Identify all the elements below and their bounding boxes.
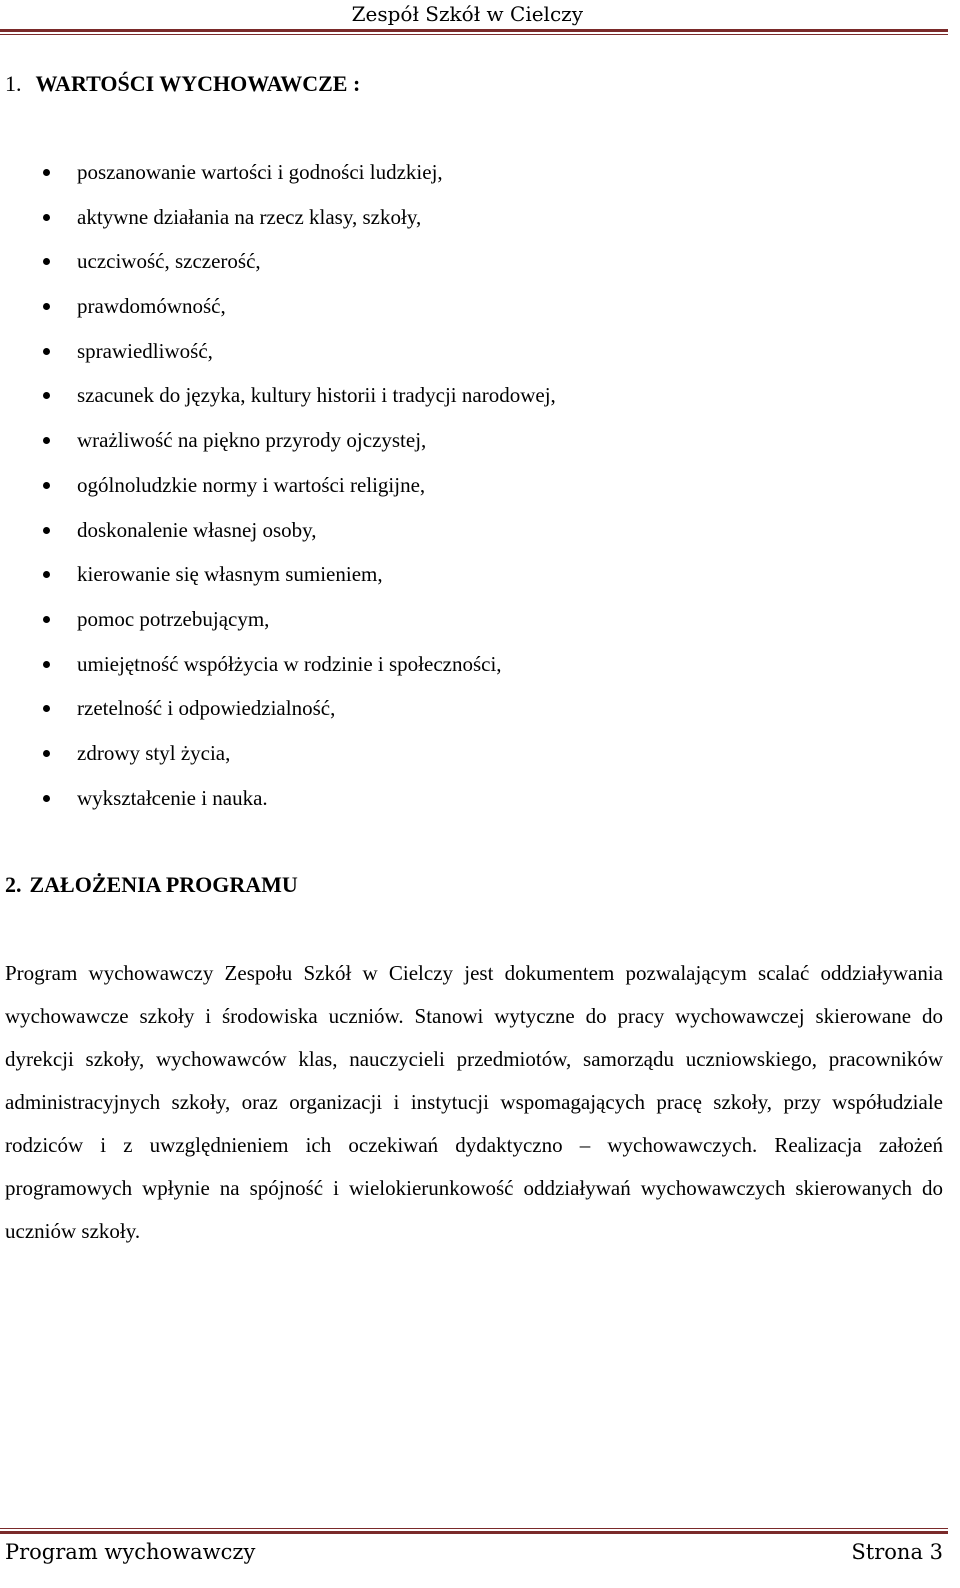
list-item-text: zdrowy styl życia,: [77, 740, 231, 765]
bullet-icon: [43, 214, 50, 221]
bullet-icon: [43, 169, 50, 176]
list-item-text: pomoc potrzebującym,: [77, 606, 270, 631]
list-item-text: ogólnoludzkie normy i wartości religijne,: [77, 472, 426, 497]
header-rule-thick: [0, 29, 948, 32]
list-item-text: prawdomówność,: [77, 294, 226, 319]
bullet-icon: [43, 527, 50, 534]
body-paragraph: Program wychowawczy Zespołu Szkół w Cielczy jest dokumentem pozwalającym scalać oddziaływania wychowawcze szkoły i środowiska uczniów. Stanowi wytyczne do pracy wychowawczej skierowane do dyrekcji szkoły, wychowawców klas, nauczycieli przedmiotów, samorządu uczniowskiego, pracowników administracyjnych szkoły, oraz organizacji i instytucji wspomagających pracę szkoły, przy współudziale rodziców i z uwzględnieniem ich oczekiwań dydaktyczno – wychowawczych. Realizacja założeń programowych wpłynie na spójność i wielokierunkowość oddziaływań wychowawczych skierowanych do uczniów szkoły.: [5, 961, 943, 1243]
header-rule-thin: [0, 34, 948, 35]
section-heading-values: [5, 70, 360, 98]
list-item-text: uczciwość, szczerość,: [77, 249, 261, 274]
list-item-text: sprawiedliwość,: [77, 338, 213, 363]
bullet-icon: [43, 750, 50, 757]
bullet-icon: [43, 571, 50, 578]
list-item-text: wykształcenie i nauka.: [77, 785, 268, 810]
list-item-text: rzetelność i odpowiedzialność,: [77, 696, 336, 721]
header-title: Zespół Szkół w Cielczy: [351, 2, 583, 26]
list-item-text: aktywne działania na rzecz klasy, szkoły,: [77, 204, 422, 229]
list-item-text: umiejętność współżycia w rodzinie i społeczności,: [77, 651, 502, 676]
section-number: 2.: [5, 872, 22, 897]
bullet-icon: [43, 705, 50, 712]
list-item-text: doskonalenie własnej osoby,: [77, 517, 317, 542]
bullet-icon: [43, 437, 50, 444]
section-heading-assumptions: [5, 871, 298, 899]
footer-document-title: Program wychowawczy: [5, 1540, 256, 1564]
list-item-text: poszanowanie wartości i godności ludzkiej,: [77, 160, 443, 184]
footer-rule-thin: [0, 1528, 948, 1529]
bullet-icon: [43, 661, 50, 668]
bullet-icon: [43, 616, 50, 623]
list-item-text: wrażliwość na piękno przyrody ojczystej,: [77, 428, 427, 453]
bullet-icon: [43, 348, 50, 355]
section-title: ZAŁOŻENIA PROGRAMU: [29, 872, 298, 897]
bullet-icon: [43, 303, 50, 310]
list-item-text: kierowanie się własnym sumieniem,: [77, 562, 383, 587]
list-item-text: szacunek do języka, kultury historii i tradycji narodowej,: [77, 383, 556, 408]
page-number: Strona 3: [851, 1540, 943, 1564]
section-title: WARTOŚCI WYCHOWAWCZE :: [35, 71, 361, 96]
bullet-icon: [43, 258, 50, 265]
bullet-icon: [43, 392, 50, 399]
section-number: 1.: [5, 71, 22, 96]
page-footer: [0, 1534, 948, 1574]
bullet-icon: [43, 482, 50, 489]
bullet-icon: [43, 795, 50, 802]
